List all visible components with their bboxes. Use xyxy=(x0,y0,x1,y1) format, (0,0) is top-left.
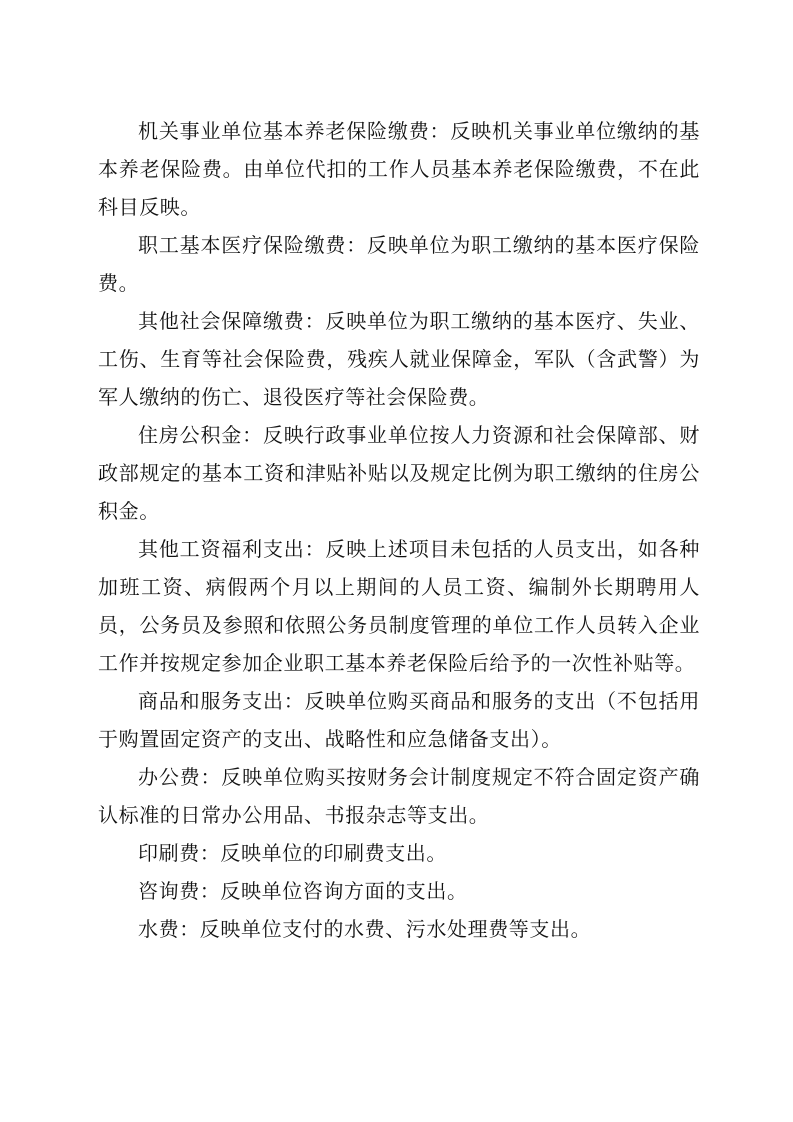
paragraph-pension-contribution: 机关事业单位基本养老保险缴费：反映机关事业单位缴纳的基本养老保险费。由单位代扣的工作人员基本养老保险缴费，不在此科目反映。 xyxy=(98,119,700,219)
paragraph-consulting-fee: 咨询费：反映单位咨询方面的支出。 xyxy=(138,879,468,903)
paragraph-medical-insurance: 职工基本医疗保险缴费：反映单位为职工缴纳的基本医疗保险费。 xyxy=(98,233,700,295)
paragraph-housing-fund: 住房公积金：反映行政事业单位按人力资源和社会保障部、财政部规定的基本工资和津贴补贴以及规定比例为职工缴纳的住房公积金。 xyxy=(98,423,700,523)
paragraph-other-wage-welfare: 其他工资福利支出：反映上述项目未包括的人员支出，如各种加班工资、病假两个月以上期间的人员工资、编制外长期聘用人员，公务员及参照和依照公务员制度管理的单位工作人员转入企业工作并按规定参加企业职工基本养老保险后给予的一次性补贴等。 xyxy=(98,537,700,675)
document-body xyxy=(98,112,700,948)
paragraph-goods-services: 商品和服务支出：反映单位购买商品和服务的支出（不包括用于购置固定资产的支出、战略性和应急储备支出）。 xyxy=(98,689,700,751)
paragraph-office-expenses: 办公费：反映单位购买按财务会计制度规定不符合固定资产确认标准的日常办公用品、书报杂志等支出。 xyxy=(98,765,700,827)
paragraph-water-fee: 水费：反映单位支付的水费、污水处理费等支出。 xyxy=(138,917,592,941)
paragraph-other-social-security: 其他社会保障缴费：反映单位为职工缴纳的基本医疗、失业、工伤、生育等社会保险费，残疾人就业保障金，军队（含武警）为军人缴纳的伤亡、退役医疗等社会保险费。 xyxy=(98,309,700,409)
paragraph-printing-fee: 印刷费：反映单位的印刷费支出。 xyxy=(138,841,447,865)
